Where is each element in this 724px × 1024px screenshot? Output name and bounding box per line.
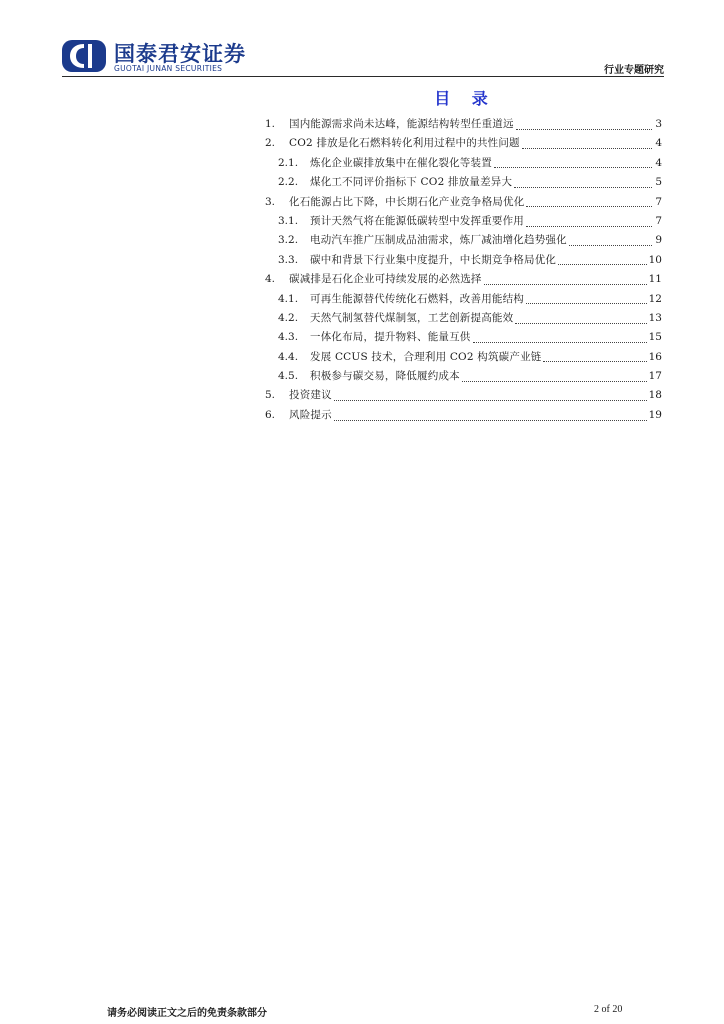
toc-entry-number: 4.3. — [278, 331, 299, 344]
toc-entry-page: 18 — [648, 389, 662, 402]
header-divider — [62, 76, 664, 77]
footer-page-number: 2 of 20 — [594, 1004, 623, 1015]
table-of-contents — [265, 116, 662, 426]
toc-entry[interactable] — [265, 368, 662, 387]
toc-leader-dots — [516, 129, 652, 130]
toc-entry[interactable] — [265, 407, 662, 426]
toc-entry-page: 4 — [655, 137, 662, 150]
toc-entry[interactable] — [265, 194, 662, 213]
toc-leader-dots — [522, 148, 652, 149]
toc-entry-page: 19 — [648, 408, 662, 421]
toc-entry-number: 4.2. — [278, 311, 299, 324]
toc-leader-dots — [473, 342, 647, 343]
toc-entry[interactable] — [265, 155, 662, 174]
toc-entry-title: 投资建议 — [289, 389, 332, 402]
logo-mark-icon — [62, 40, 106, 72]
toc-entry-number: 4. — [265, 273, 276, 286]
toc-leader-dots — [334, 400, 647, 401]
toc-leader-dots — [558, 264, 647, 265]
toc-leader-dots — [526, 226, 652, 227]
toc-entry-number: 3.2. — [278, 234, 299, 247]
toc-entry-number: 5. — [265, 389, 276, 402]
toc-entry[interactable] — [265, 135, 662, 154]
toc-leader-dots — [543, 361, 646, 362]
toc-entry[interactable] — [265, 116, 662, 135]
toc-entry-number: 4.5. — [278, 370, 299, 383]
toc-entry-title: 炼化企业碳排放集中在催化裂化等装置 — [310, 156, 492, 169]
toc-entry-page: 7 — [655, 214, 662, 227]
toc-entry-title: 预计天然气将在能源低碳转型中发挥重要作用 — [310, 214, 524, 227]
toc-entry-title: 化石能源占比下降，中长期石化产业竞争格局优化 — [289, 195, 525, 208]
toc-entry-title: 国内能源需求尚未达峰，能源结构转型任重道远 — [289, 118, 514, 130]
toc-entry[interactable] — [265, 271, 662, 290]
toc-leader-dots — [462, 381, 647, 382]
toc-entry-number: 4.1. — [278, 292, 299, 305]
company-logo — [62, 40, 262, 74]
toc-entry[interactable] — [265, 291, 662, 310]
toc-entry-page: 3 — [655, 118, 662, 130]
toc-leader-dots — [526, 206, 652, 207]
toc-entry-title: 煤化工不同评价指标下 CO2 排放量差异大 — [310, 176, 513, 189]
toc-entry-title: 风险提示 — [289, 408, 332, 421]
brand-name-en: GUOTAI JUNAN SECURITIES — [114, 64, 223, 73]
toc-entry-title: 天然气制氢替代煤制氢，工艺创新提高能效 — [310, 311, 514, 324]
toc-entry-page: 11 — [648, 273, 662, 286]
toc-entry-page: 12 — [648, 292, 662, 305]
toc-entry[interactable] — [265, 174, 662, 193]
toc-leader-dots — [515, 323, 646, 324]
toc-title: 目 录 — [434, 89, 496, 108]
toc-entry-number: 2.1. — [278, 156, 299, 169]
toc-entry-page: 13 — [648, 311, 662, 324]
toc-entry-number: 2.2. — [278, 176, 299, 189]
toc-entry[interactable] — [265, 387, 662, 406]
toc-entry-page: 5 — [655, 176, 662, 189]
toc-entry-page: 15 — [648, 331, 662, 344]
toc-entry[interactable] — [265, 349, 662, 368]
toc-leader-dots — [514, 187, 652, 188]
toc-entry-number: 3.3. — [278, 253, 299, 266]
toc-entry-page: 9 — [655, 234, 662, 247]
toc-entry[interactable] — [265, 232, 662, 251]
toc-entry[interactable] — [265, 213, 662, 232]
toc-entry[interactable] — [265, 329, 662, 348]
brand-name-cn: 国泰君安证券 — [114, 42, 246, 66]
toc-entry-title: 发展 CCUS 技术，合理利用 CO2 构筑碳产业链 — [310, 350, 542, 363]
toc-entry[interactable] — [265, 310, 662, 329]
toc-entry-number: 6. — [265, 408, 276, 421]
toc-entry-number: 3.1. — [278, 214, 299, 227]
toc-entry-page: 10 — [648, 253, 662, 266]
toc-entry-page: 16 — [648, 350, 662, 363]
toc-entry-title: 电动汽车推广压制成品油需求，炼厂减油增化趋势强化 — [310, 234, 567, 247]
toc-entry-title: 碳中和背景下行业集中度提升，中长期竞争格局优化 — [310, 253, 557, 266]
toc-entry-number: 2. — [265, 137, 276, 150]
toc-entry-number: 4.4. — [278, 350, 299, 363]
toc-entry-title: 积极参与碳交易，降低履约成本 — [310, 370, 460, 383]
footer-disclaimer: 请务必阅读正文之后的免责条款部分 — [107, 1008, 267, 1019]
toc-entry-number: 3. — [265, 195, 276, 208]
toc-entry-title: 可再生能源替代传统化石燃料，改善用能结构 — [310, 292, 524, 305]
toc-entry-page: 17 — [648, 370, 662, 383]
toc-entry-number: 1. — [265, 118, 276, 130]
toc-entry-title: 碳减排是石化企业可持续发展的必然选择 — [289, 273, 482, 286]
toc-entry[interactable] — [265, 252, 662, 271]
toc-leader-dots — [526, 303, 647, 304]
toc-entry-title: 一体化布局，提升物料、能量互供 — [310, 331, 471, 344]
toc-leader-dots — [494, 167, 652, 168]
toc-leader-dots — [334, 420, 647, 421]
report-type-label: 行业专题研究 — [604, 65, 664, 76]
toc-leader-dots — [569, 245, 652, 246]
toc-entry-page: 7 — [655, 195, 662, 208]
toc-entry-title: CO2 排放是化石燃料转化利用过程中的共性问题 — [289, 137, 520, 150]
toc-entry-page: 4 — [655, 156, 662, 169]
toc-leader-dots — [484, 284, 647, 285]
